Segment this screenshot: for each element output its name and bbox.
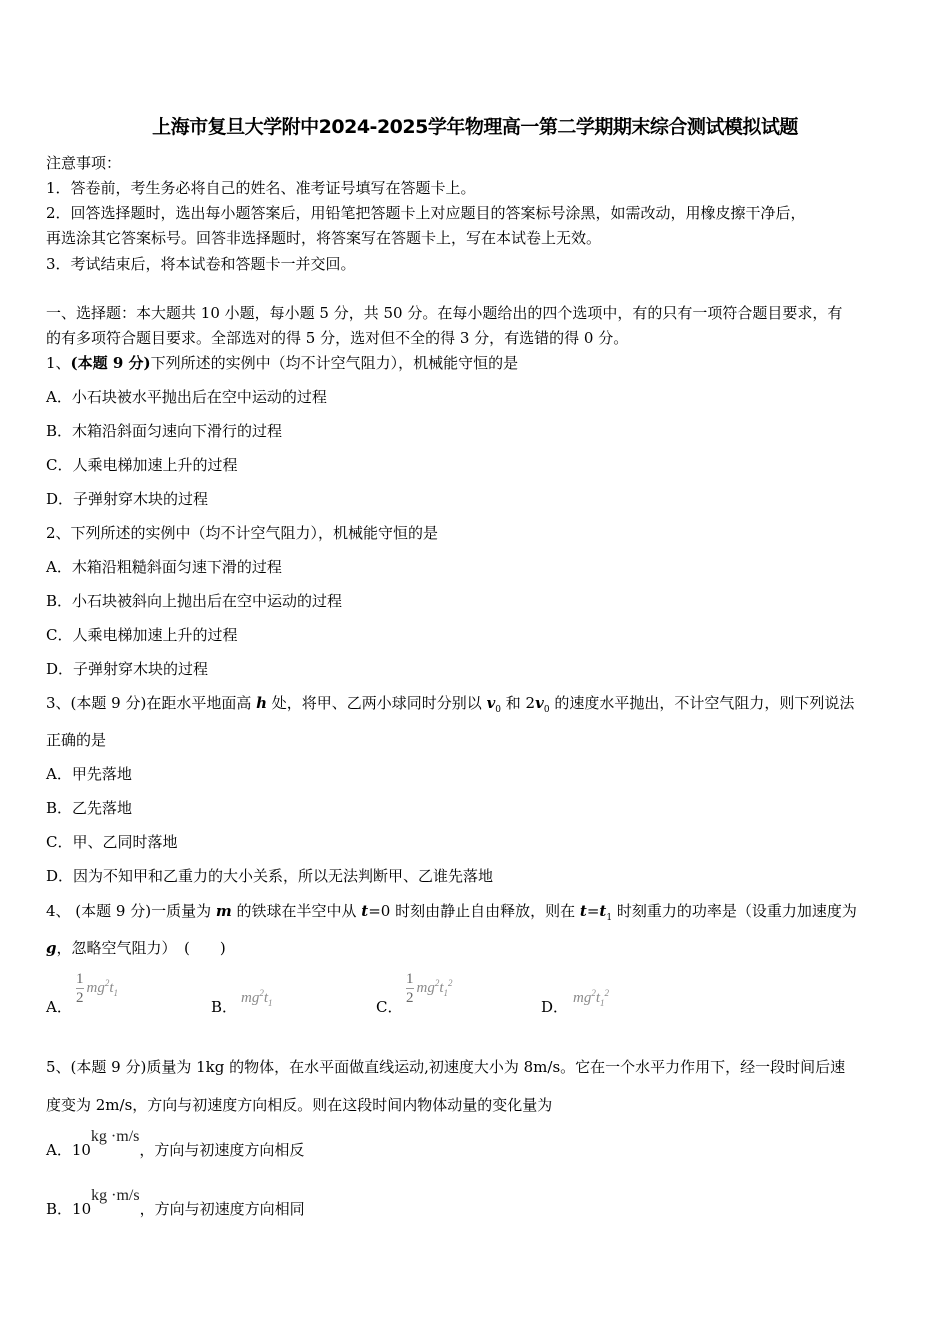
formula-mg2t1sq: $mg^2t_1^2$ bbox=[573, 988, 610, 1008]
q1-option-d: D．子弹射穿木块的过程 bbox=[46, 490, 209, 508]
q5-stem-line-1: 5、(本题 9 分)质量为 1kg 的物体，在水平面做直线运动,初速度大小为 8m/s。它在一个水平力作用下，经一段时间后速 bbox=[46, 1058, 846, 1076]
notice-item-1: 1．答卷前，考生务必将自己的姓名、准考证号填写在答题卡上。 bbox=[46, 179, 476, 197]
q1-number: 1、 bbox=[46, 354, 71, 372]
q4-stem: 4、 (本题 9 分)一质量为 m 的铁球在半空中从 t=0 时刻由静止自由释放，则在 $t=t_1$ 时刻重力的功率是（设重力加速度为 bbox=[46, 902, 857, 923]
q1-text: 下列所述的实例中（均不计空气阻力），机械能守恒的是 bbox=[150, 354, 519, 372]
q4-option-a: A． $\frac{1}{2}$ $mg^2t_1$ bbox=[46, 971, 119, 1016]
q1-option-c: C．人乘电梯加速上升的过程 bbox=[46, 456, 238, 474]
q4-option-d: D． $mg^2t_1^2$ bbox=[541, 988, 610, 1016]
q1-option-b: B．木箱沿斜面匀速向下滑行的过程 bbox=[46, 422, 283, 440]
q1-tag: (本题 9 分) bbox=[70, 354, 151, 372]
q3-stem: 3、(本题 9 分)在距水平地面高 h 处，将甲、乙两小球同时分别以 $v_0$ 和 $2v_0$ 的速度水平抛出，不计空气阻力，则下列说法 bbox=[46, 694, 855, 715]
q4-option-b: B． $mg^2t_1$ bbox=[211, 988, 273, 1016]
q3-option-c: C．甲、乙同时落地 bbox=[46, 833, 178, 851]
q5-option-b: B．10kg ·m/s，方向与初速度方向相同 bbox=[46, 1187, 305, 1218]
q5-option-a: A．10kg ·m/s，方向与初速度方向相反 bbox=[46, 1128, 305, 1159]
q1-stem bbox=[46, 352, 518, 373]
q4-stem-line-2: g，忽略空气阻力） ( ) bbox=[46, 939, 226, 957]
notice-item-2-line-1: 2．回答选择题时，选出每小题答案后，用铅笔把答题卡上对应题目的答案标号涂黑，如需改动，用橡皮擦干净后， bbox=[46, 204, 806, 222]
q2-option-c: C．人乘电梯加速上升的过程 bbox=[46, 626, 238, 644]
q3-option-a: A．甲先落地 bbox=[46, 765, 132, 783]
q3-stem-line-2: 正确的是 bbox=[46, 731, 107, 749]
q2-option-d: D．子弹射穿木块的过程 bbox=[46, 660, 209, 678]
q2-option-a: A．木箱沿粗糙斜面匀速下滑的过程 bbox=[46, 558, 282, 576]
notice-item-2-line-2: 再选涂其它答案标号。回答非选择题时，将答案写在答题卡上，写在本试卷上无效。 bbox=[46, 229, 602, 247]
formula-half-mg2t1sq: $\frac{1}{2}$ $mg^2t_1^2$ bbox=[406, 971, 453, 1006]
q2-stem: 2、下列所述的实例中（均不计空气阻力），机械能守恒的是 bbox=[46, 524, 439, 542]
notice-item-3: 3．考试结束后，将本试卷和答题卡一并交回。 bbox=[46, 255, 356, 273]
section-instructions-line-2: 的有多项符合题目要求。全部选对的得 5 分，选对但不全的得 3 分，有选错的得 0 分。 bbox=[46, 329, 629, 347]
notice-heading: 注意事项： bbox=[46, 154, 122, 172]
formula-half-mg2t1: $\frac{1}{2}$ $mg^2t_1$ bbox=[76, 971, 119, 1006]
q3-option-d: D．因为不知甲和乙重力的大小关系，所以无法判断甲、乙谁先落地 bbox=[46, 867, 494, 885]
q4-option-c: C． $\frac{1}{2}$ $mg^2t_1^2$ bbox=[376, 971, 453, 1016]
q5-stem-line-2: 度变为 2m/s，方向与初速度方向相反。则在这段时间内物体动量的变化量为 bbox=[46, 1096, 553, 1114]
unit-kg-m-s: kg ·m/s bbox=[91, 1187, 140, 1204]
q3-option-b: B．乙先落地 bbox=[46, 799, 133, 817]
q2-option-b: B．小石块被斜向上抛出后在空中运动的过程 bbox=[46, 592, 343, 610]
formula-mg2t1: $mg^2t_1$ bbox=[241, 988, 273, 1008]
page-title: 上海市复旦大学附中2024-2025学年物理高一第二学期期末综合测试模拟试题 bbox=[152, 116, 798, 138]
unit-kg-m-s: kg ·m/s bbox=[90, 1128, 140, 1145]
q1-option-a: A．小石块被水平抛出后在空中运动的过程 bbox=[46, 388, 327, 406]
section-instructions-line-1: 一、选择题：本大题共 10 小题，每小题 5 分，共 50 分。在每小题给出的四个选项中，有的只有一项符合题目要求，有 bbox=[46, 304, 843, 322]
